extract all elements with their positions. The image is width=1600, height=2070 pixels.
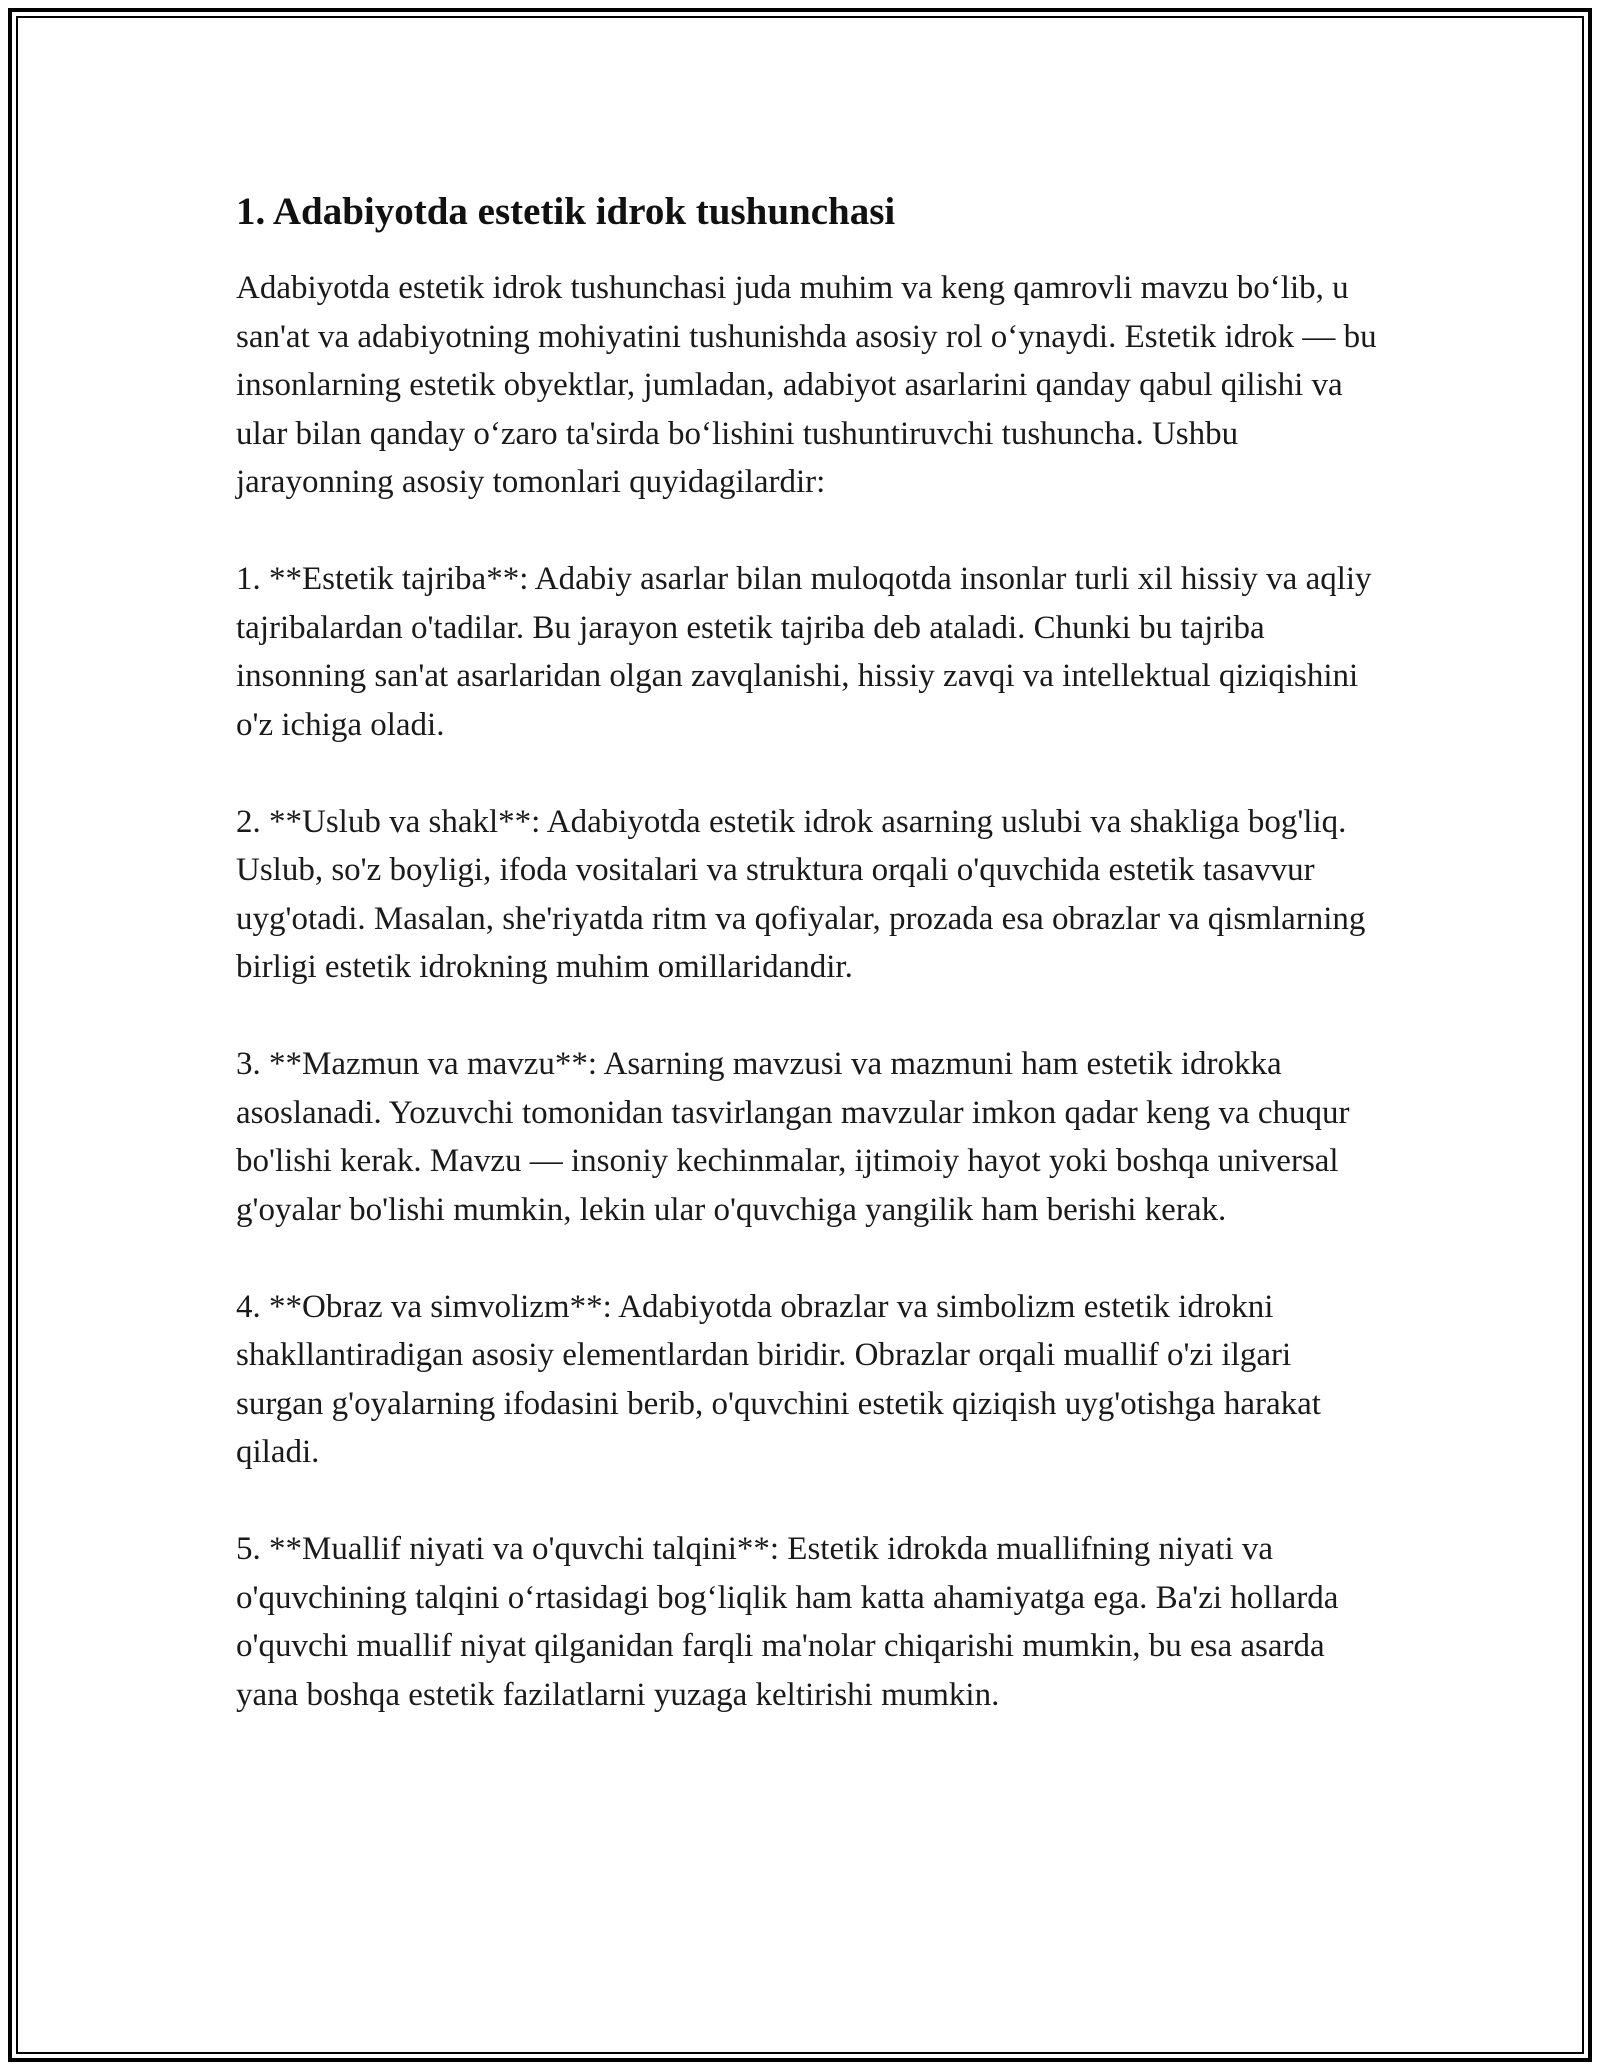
list-item-author-intent: 5. **Muallif niyati va o'quvchi talqini**: Estetik idrokda muallifning niyati va o'quvchining talqini o‘rtasidagi bog‘liqlik ham katta ahamiyatga ega. Ba'zi hollarda o'quvchi muallif niyat qilganidan farqli ma'nolar chiqarishi mumkin, bu esa asarda yana boshqa estetik fazilatlarni yuzaga keltirishi mumkin. <box>236 1531 1339 1713</box>
section-heading: 1. Adabiyotda estetik idrok tushunchasi <box>236 190 896 233</box>
intro-paragraph: Adabiyotda estetik idrok tushunchasi juda muhim va keng qamrovli mavzu bo‘lib, u san'at va adabiyotning mohiyatini tushunishda asosiy rol o‘ynaydi. Estetik idrok — bu insonlarning estetik obyektlar, jumladan, adabiyot asarlarini qanday qabul qilishi va ular bilan qanday o‘zaro ta'sirda bo‘lishini tushuntiruvchi tushuncha. Ushbu jarayonning asosiy tomonlari quyidagilardir: <box>236 270 1377 500</box>
list-item-content-and-theme: 3. **Mazmun va mavzu**: Asarning mavzusi va mazmuni ham estetik idrokka asoslanadi. Yozuvchi tomonidan tasvirlangan mavzular imkon qadar keng va chuqur bo'lishi kerak. Mavzu — insoniy kechinmalar, ijtimoiy hayot yoki boshqa universal g'oyalar bo'lishi mumkin, lekin ular o'quvchiga yangilik ham berishi kerak. <box>236 1046 1350 1228</box>
list-item-image-and-symbolism: 4. **Obraz va simvolizm**: Adabiyotda obrazlar va simbolizm estetik idrokni shakllantiradigan asosiy elementlardan biridir. Obrazlar orqali muallif o'zi ilgari surgan g'oyalarning ifodasini berib, o'quvchini estetik qiziqish uyg'otishga harakat qiladi. <box>236 1288 1321 1470</box>
list-item-style-and-form: 2. **Uslub va shakl**: Adabiyotda estetik idrok asarning uslubi va shakliga bog'liq. Uslub, so'z boyligi, ifoda vositalari va struktura orqali o'quvchida estetik tasavvur uyg'otadi. Masalan, she'riyatda ritm va qofiyalar, prozada esa obrazlar va qismlarning birligi estetik idrokning muhim omillaridandir. <box>236 803 1366 985</box>
list-item-aesthetic-experience: 1. **Estetik tajriba**: Adabiy asarlar bilan muloqotda insonlar turli xil hissiy va aqliy tajribalardan o'tadilar. Bu jarayon estetik tajriba deb ataladi. Chunki bu tajriba insonning san'at asarlaridan olgan zavqlanishi, hissiy zavqi va intellektual qiziqishini o'z ichiga oladi. <box>236 561 1372 743</box>
document-body <box>236 188 1386 1768</box>
